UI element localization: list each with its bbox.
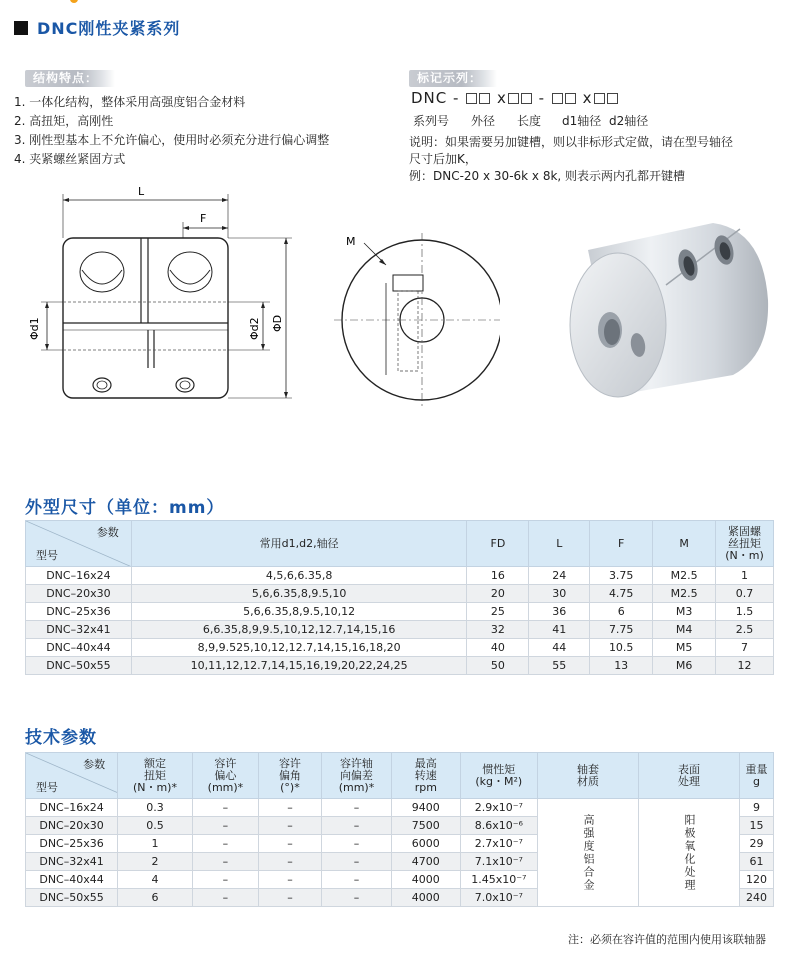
column-header: 最高 转速 rpm [392, 753, 461, 799]
spec-code-x: x [582, 89, 593, 107]
cell: 7500 [392, 817, 461, 835]
cell: 7.75 [590, 621, 653, 639]
cell: 2 [118, 853, 193, 871]
column-header: 容许 偏心 (mm)* [192, 753, 258, 799]
structure-label: 结构特点： [25, 70, 115, 87]
cell: – [259, 889, 322, 907]
cell: DNC–32x41 [26, 621, 132, 639]
spec-note [409, 134, 794, 185]
page-title [14, 16, 180, 39]
cell: M4 [653, 621, 716, 639]
cell: 50 [467, 657, 529, 675]
spec-code-x: x [497, 89, 507, 107]
cell: DNC–16x24 [26, 799, 118, 817]
header-corner-cell [26, 753, 118, 799]
cell: 13 [590, 657, 653, 675]
spec-note-line: 尺寸后加K， [409, 152, 477, 166]
placeholder-box-icon [479, 93, 490, 104]
cell: 2.5 [716, 621, 774, 639]
cell: DNC–32x41 [26, 853, 118, 871]
cell: – [321, 853, 391, 871]
cell: 0.3 [118, 799, 193, 817]
cell: 32 [467, 621, 529, 639]
column-header: 惯性矩 (kg・M²) [460, 753, 537, 799]
feature-item: 4. 夹紧螺丝紧固方式 [14, 152, 126, 166]
spec-sub-label: d2轴径 [609, 114, 649, 128]
corner-param-label: 参数 [96, 526, 119, 539]
side-view-drawing [20, 180, 310, 420]
feature-item: 3. 刚性型基本上不允许偏心，使用时必须充分进行偏心调整 [14, 133, 330, 147]
cell: – [259, 817, 322, 835]
spec-code: DNC - x - x [411, 89, 619, 107]
cell: 4000 [392, 889, 461, 907]
corner-param-label: 参数 [83, 758, 106, 771]
cell: 25 [467, 603, 529, 621]
cell: DNC–20x30 [26, 817, 118, 835]
label-L: L [138, 185, 145, 198]
placeholder-box-icon [466, 93, 477, 104]
cell: 1.45x10⁻⁷ [460, 871, 537, 889]
cell: 0.7 [716, 585, 774, 603]
marking-label: 标记示列： [409, 70, 497, 87]
cell: – [192, 817, 258, 835]
column-header: 表面 处理 [639, 753, 740, 799]
technical-table [25, 752, 774, 907]
placeholder-box-icon [521, 93, 532, 104]
cell: 5,6,6.35,8,9.5,10 [131, 585, 467, 603]
cell: M6 [653, 657, 716, 675]
cell: – [192, 853, 258, 871]
column-header: 轴套 材质 [538, 753, 639, 799]
dimensions-heading: 外型尺寸（单位：mm） [25, 498, 225, 518]
cell: 9400 [392, 799, 461, 817]
cell: DNC–16x24 [26, 567, 132, 585]
cell: M2.5 [653, 567, 716, 585]
cell: 7 [716, 639, 774, 657]
label-F: F [200, 212, 207, 225]
cell: – [259, 853, 322, 871]
cell: 9 [740, 799, 774, 817]
placeholder-box-icon [594, 93, 605, 104]
title-square-icon [14, 21, 28, 35]
column-header: 额定 扭矩 (N・m)* [118, 753, 193, 799]
placeholder-box-icon [607, 93, 618, 104]
cell: 8,9,9.525,10,12,12.7,14,15,16,18,20 [131, 639, 467, 657]
spec-note-line: 例：DNC-20 x 30-6k x 8k, 则表示两内孔都开键槽 [409, 169, 686, 183]
cell: 4.75 [590, 585, 653, 603]
column-header: 重量 g [740, 753, 774, 799]
column-header: 容许 偏角 (°)* [259, 753, 322, 799]
cell: – [321, 889, 391, 907]
column-header: 容许轴 向偏差 (mm)* [321, 753, 391, 799]
cell: 6 [118, 889, 193, 907]
column-header: L [529, 521, 590, 567]
material-cell: 高强度铝合金 [538, 799, 639, 907]
cell: – [192, 835, 258, 853]
cell: 36 [529, 603, 590, 621]
column-header: F [590, 521, 653, 567]
cell: 4000 [392, 871, 461, 889]
footnote: 注：必须在容许值的范围内使用该联轴器 [568, 933, 766, 946]
cell: 7.0x10⁻⁷ [460, 889, 537, 907]
cell: DNC–20x30 [26, 585, 132, 603]
dimensions-table [25, 520, 774, 675]
cell: 55 [529, 657, 590, 675]
feature-item: 2. 高扭矩，高刚性 [14, 114, 114, 128]
column-header: 紧固螺 丝扭矩 (N・m) [716, 521, 774, 567]
page-title-text: DNC刚性夹紧系列 [37, 19, 181, 38]
table-row [26, 799, 774, 817]
spec-note-line: 说明：如果需要另加键槽，则以非标形式定做，请在型号轴径 [409, 135, 734, 149]
cell: 12 [716, 657, 774, 675]
cell: – [321, 835, 391, 853]
cell: 2.7x10⁻⁷ [460, 835, 537, 853]
cell: DNC–40x44 [26, 871, 118, 889]
cell: 4,5,6,6.35,8 [131, 567, 467, 585]
cell: 7.1x10⁻⁷ [460, 853, 537, 871]
table-header-row [26, 521, 774, 567]
column-header: M [653, 521, 716, 567]
cell: – [259, 871, 322, 889]
table-header-row [26, 753, 774, 799]
cell: DNC–40x44 [26, 639, 132, 657]
spec-sub-label: 长度 [517, 114, 542, 128]
cell: – [259, 799, 322, 817]
cell: 40 [467, 639, 529, 657]
cell: 6,6.35,8,9,9.5,10,12,12.7,14,15,16 [131, 621, 467, 639]
column-header: 常用d1,d2,轴径 [131, 521, 467, 567]
cell: 5,6,6.35,8,9.5,10,12 [131, 603, 467, 621]
table-row [26, 657, 774, 675]
header-corner-cell [26, 521, 132, 567]
cell: 240 [740, 889, 774, 907]
cell: 20 [467, 585, 529, 603]
cell: – [321, 871, 391, 889]
end-view-drawing [330, 225, 500, 415]
corner-model-label: 型号 [36, 549, 58, 562]
corner-model-label: 型号 [36, 781, 58, 794]
cell: 1 [716, 567, 774, 585]
cell: 120 [740, 871, 774, 889]
cell: 4 [118, 871, 193, 889]
cell: 41 [529, 621, 590, 639]
label-M: M [346, 235, 356, 248]
feature-list [14, 93, 329, 169]
cell: 1 [118, 835, 193, 853]
cell: 8.6x10⁻⁶ [460, 817, 537, 835]
spec-sub-label: 系列号 [413, 114, 450, 128]
placeholder-box-icon [552, 93, 563, 104]
surface-cell: 阳极氧化处理 [639, 799, 740, 907]
cell: DNC–50x55 [26, 657, 132, 675]
cell: 6 [590, 603, 653, 621]
cell: 2.9x10⁻⁷ [460, 799, 537, 817]
table-row [26, 603, 774, 621]
label-d2: Φd2 [248, 317, 261, 340]
top-accent-mark [70, 0, 78, 3]
column-header: FD [467, 521, 529, 567]
cell: 10,11,12,12.7,14,15,16,19,20,22,24,25 [131, 657, 467, 675]
label-D: ΦD [271, 314, 284, 332]
feature-item: 1. 一体化结构，整体采用高强度铝合金材料 [14, 95, 246, 109]
technical-heading: 技术参数 [25, 728, 97, 748]
cell: 30 [529, 585, 590, 603]
cell: DNC–50x55 [26, 889, 118, 907]
spec-sub-label: 外径 [471, 114, 496, 128]
spec-code-prefix: DNC [411, 89, 448, 107]
cell: 44 [529, 639, 590, 657]
table-row [26, 621, 774, 639]
cell: M3 [653, 603, 716, 621]
cell: – [192, 799, 258, 817]
cell: – [259, 835, 322, 853]
cell: – [192, 871, 258, 889]
cell: 29 [740, 835, 774, 853]
cell: 1.5 [716, 603, 774, 621]
cell: 10.5 [590, 639, 653, 657]
cell: DNC–25x36 [26, 603, 132, 621]
spec-sub-label: d1轴径 [562, 114, 602, 128]
table-row [26, 585, 774, 603]
label-d1: Φd1 [28, 317, 41, 340]
cell: 16 [467, 567, 529, 585]
cell: – [321, 817, 391, 835]
cell: 6000 [392, 835, 461, 853]
cell: – [192, 889, 258, 907]
cell: 24 [529, 567, 590, 585]
cell: M5 [653, 639, 716, 657]
placeholder-box-icon [508, 93, 519, 104]
cell: 0.5 [118, 817, 193, 835]
cell: – [321, 799, 391, 817]
cell: 4700 [392, 853, 461, 871]
table-row [26, 639, 774, 657]
cell: 3.75 [590, 567, 653, 585]
placeholder-box-icon [565, 93, 576, 104]
table-row [26, 567, 774, 585]
cell: M2.5 [653, 585, 716, 603]
cell: 61 [740, 853, 774, 871]
product-photo [548, 205, 788, 405]
cell: 15 [740, 817, 774, 835]
cell: DNC–25x36 [26, 835, 118, 853]
